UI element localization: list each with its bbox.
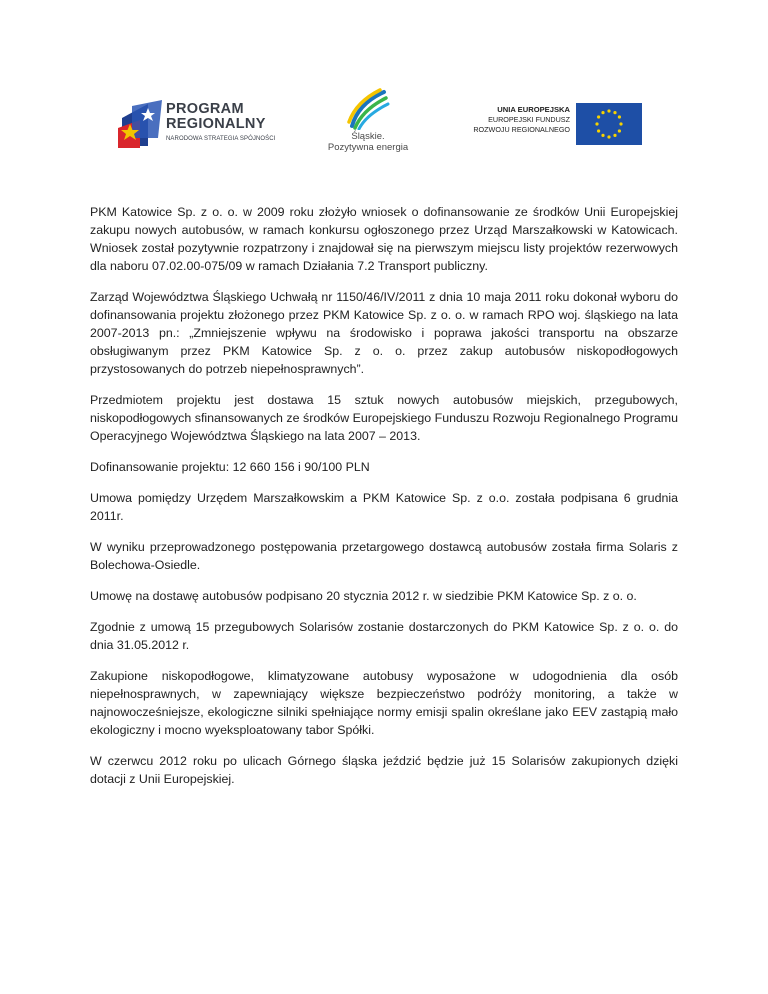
unia-europejska-line2: EUROPEJSKI FUNDUSZ: [488, 115, 570, 124]
program-regionalny-title-line1: PROGRAM: [166, 101, 244, 117]
paragraph-7: Umowę na dostawę autobusów podpisano 20 stycznia 2012 r. w siedzibie PKM Katowice Sp. z o. o.: [90, 589, 637, 603]
program-regionalny-title: [166, 102, 266, 132]
paragraph-1: PKM Katowice Sp. z o. o. w 2009 roku złożyło wniosek o dofinansowanie ze środków Unii Europejskiej zakupu nowych autobusów, w ramach konkursu ogłoszonego przez Urząd Marszałkowski w Katowicach. Wniosek został pozytywnie rozpatrzony i znajdował się na pierwszym miejscu listy projektów rezerwowych dla naboru 07.02.00-075/09 w ramach Działania 7.2 Transport publiczny.: [90, 205, 678, 273]
unia-europejska-logo: [452, 103, 644, 147]
slaskie-waves-icon: [322, 86, 414, 130]
paragraph-8: Zgodnie z umową 15 przegubowych Solarisów zostanie dostarczonych do PKM Katowice Sp. z o. o. do dnia 31.05.2012 r.: [90, 620, 678, 652]
slaskie-name: Śląskie.: [351, 131, 385, 142]
program-regionalny-emblem-icon: [118, 98, 164, 150]
program-regionalny-title-line2: REGIONALNY: [166, 116, 266, 132]
paragraph-6: W wyniku przeprowadzonego postępowania przetargowego dostawcą autobusów została firma Solaris z Bolechowa-Osiedle.: [90, 540, 678, 572]
program-regionalny-subtitle: NARODOWA STRATEGIA SPÓJNOŚCI: [166, 136, 276, 142]
eu-flag-icon: [576, 103, 642, 145]
paragraph-2: Zarząd Województwa Śląskiego Uchwałą nr 1150/46/IV/2011 z dnia 10 maja 2011 roku dokonał wyboru do dofinansowania projektu złożonego przez PKM Katowice Sp. z o. o. w ramach RPO woj. śląskiego na lata 2007-2013 pn.: „Zmniejszenie wpływu na środowisko i poprawa jakości transportu na obszarze obsługiwanym przez PKM Katowice Sp. z o. o. przez zakup autobusów niskopodłogowych przystosowanych do potrzeb niepełnosprawnych”.: [90, 290, 678, 376]
paragraph-5: Umowa pomiędzy Urzędem Marszałkowskim a PKM Katowice Sp. z o.o. została podpisana 6 grudnia 2011r.: [90, 491, 678, 523]
slaskie-logo: [322, 86, 414, 158]
unia-europejska-line3: ROZWOJU REGIONALNEGO: [473, 125, 570, 134]
unia-europejska-text: [452, 105, 570, 135]
document-body: [90, 203, 678, 801]
logo-header: [0, 0, 768, 170]
unia-europejska-line1: UNIA EUROPEJSKA: [497, 105, 570, 114]
paragraph-10: W czerwcu 2012 roku po ulicach Górnego śląska jeździć będzie już 15 Solarisów zakupionych dzięki dotacji z Unii Europejskiej.: [90, 754, 678, 786]
paragraph-3: Przedmiotem projektu jest dostawa 15 sztuk nowych autobusów miejskich, przegubowych, niskopodłogowych sfinansowanych ze środków Europejskiego Funduszu Rozwoju Regionalnego Programu Operacyjnego Województwa Śląskiego na lata 2007 – 2013.: [90, 393, 678, 443]
slaskie-tagline: Pozytywna energia: [327, 142, 409, 153]
paragraph-9: Zakupione niskopodłogowe, klimatyzowane autobusy wyposażone w udogodnienia dla osób niepełnosprawnych, w zapewniający większe bezpieczeństwo podróży monitoring, a także w najnowocześniejsze, ekologiczne silniki spełniające normy emisji spalin określane jako EEV zastąpią mało ekologiczny i mocno wyeksploatowany tabor Spółki.: [90, 669, 678, 737]
paragraph-4: Dofinansowanie projektu: 12 660 156 i 90/100 PLN: [90, 460, 370, 474]
program-regionalny-logo: [118, 96, 298, 152]
